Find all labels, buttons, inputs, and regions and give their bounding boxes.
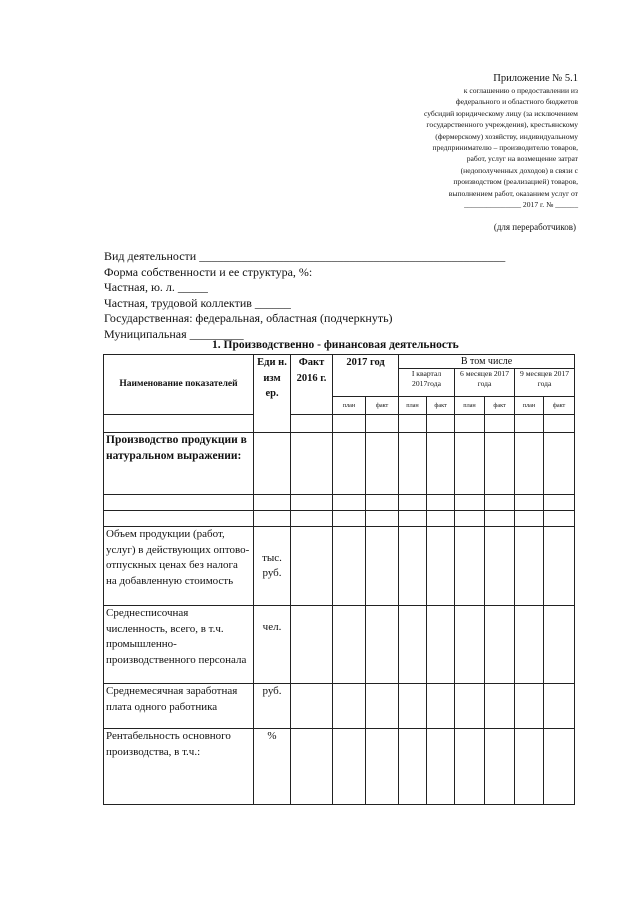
appendix-date-line: _______________ 2017 г. № ______	[464, 200, 578, 210]
value-cell[interactable]	[544, 527, 575, 606]
appendix-line: субсидий юридическому лицу (за исключением	[423, 108, 578, 118]
value-cell[interactable]	[399, 684, 427, 729]
row-name: Среднемесячная заработная плата одного работника	[104, 684, 254, 729]
value-cell[interactable]	[485, 527, 515, 606]
value-cell[interactable]	[291, 527, 333, 606]
value-cell[interactable]	[427, 495, 455, 511]
value-cell[interactable]	[291, 606, 333, 684]
value-cell[interactable]	[427, 606, 455, 684]
header-plan: план	[333, 397, 366, 415]
value-cell[interactable]	[399, 606, 427, 684]
row-name: Объем продукции (работ, услуг) в действующих оптово-отпускных ценах без налога на добавленную стоимость	[104, 527, 254, 606]
appendix-line: предпринимателю – производителю товаров,	[432, 143, 578, 153]
header-spacer	[455, 415, 485, 433]
table-row	[104, 527, 575, 606]
value-cell[interactable]	[366, 527, 399, 606]
table-row	[104, 433, 575, 495]
row-name: Среднесписочная численность, всего, в т.ч. промышленно-производственного персонала	[104, 606, 254, 684]
row-name	[104, 511, 254, 527]
header-spacer	[427, 415, 455, 433]
header-spacer	[485, 415, 515, 433]
value-cell[interactable]	[544, 433, 575, 495]
activity-field[interactable]: Вид деятельности ___________________________________________________	[104, 249, 506, 263]
value-cell[interactable]	[544, 511, 575, 527]
table-row	[104, 495, 575, 511]
value-cell[interactable]	[485, 511, 515, 527]
value-cell[interactable]	[366, 729, 399, 805]
header-including: В том числе	[399, 355, 575, 369]
row-name: Рентабельность основного производства, в т.ч.:	[104, 729, 254, 805]
municipal-field[interactable]: Муниципальная _________	[104, 326, 244, 341]
row-unit: %	[254, 729, 291, 805]
value-cell[interactable]	[544, 495, 575, 511]
appendix-line: работ, услуг на возмещение затрат	[466, 154, 578, 164]
value-cell[interactable]	[427, 433, 455, 495]
ownership-label: Форма собственности и ее структура, %:	[104, 264, 313, 279]
appendix-line: государственного учреждения), крестьянскому	[426, 120, 578, 130]
value-cell[interactable]	[455, 433, 485, 495]
appendix-block	[348, 72, 578, 210]
row-unit: руб.	[254, 684, 291, 729]
table-row	[104, 729, 575, 805]
header-fact: факт	[366, 397, 399, 415]
header-plan: план	[399, 397, 427, 415]
for-processors-note: (для переработчиков)	[493, 222, 576, 232]
header-year-2017: 2017 год	[333, 355, 399, 397]
state-field[interactable]: Государственная: федеральная, областная (подчеркнуть)	[104, 311, 393, 325]
header-spacer	[399, 415, 427, 433]
value-cell[interactable]	[291, 495, 333, 511]
value-cell[interactable]	[399, 495, 427, 511]
value-cell[interactable]	[366, 684, 399, 729]
header-fact-2016: Факт 2016 г.	[291, 355, 333, 415]
private-collective-field[interactable]: Частная, трудовой коллектив ______	[104, 295, 291, 310]
appendix-line: (фермерскому) хозяйству, индивидуальному	[435, 131, 578, 141]
row-unit: чел.	[254, 606, 291, 684]
header-plan: план	[455, 397, 485, 415]
header-9-months: 9 месяцев 2017 года	[515, 369, 575, 397]
value-cell[interactable]	[515, 511, 544, 527]
table-row	[104, 606, 575, 684]
value-cell[interactable]	[544, 684, 575, 729]
header-spacer	[544, 415, 575, 433]
value-cell[interactable]	[515, 433, 544, 495]
value-cell[interactable]	[291, 433, 333, 495]
value-cell[interactable]	[291, 729, 333, 805]
value-cell[interactable]	[366, 433, 399, 495]
header-spacer	[366, 415, 399, 433]
table-row	[104, 511, 575, 527]
value-cell[interactable]	[333, 527, 366, 606]
value-cell[interactable]	[455, 495, 485, 511]
section-title: 1. Производственно - финансовая деятельность	[212, 339, 459, 351]
value-cell[interactable]	[291, 684, 333, 729]
appendix-title: Приложение № 5.1	[493, 73, 578, 84]
header-spacer	[515, 415, 544, 433]
header-fact: факт	[544, 397, 575, 415]
production-financial-table	[103, 354, 575, 805]
value-cell[interactable]	[544, 606, 575, 684]
value-cell[interactable]	[485, 729, 515, 805]
appendix-line: к соглашению о предоставлении из	[463, 86, 578, 95]
header-fact: факт	[485, 397, 515, 415]
value-cell[interactable]	[455, 729, 485, 805]
header-spacer	[291, 415, 333, 433]
value-cell[interactable]	[399, 527, 427, 606]
value-cell[interactable]	[485, 684, 515, 729]
appendix-line: производством (реализацией) товаров,	[453, 177, 578, 187]
value-cell[interactable]	[427, 729, 455, 805]
value-cell[interactable]	[399, 511, 427, 527]
value-cell[interactable]	[366, 511, 399, 527]
appendix-line: федерального и областного бюджетов	[455, 97, 578, 107]
private-legal-field[interactable]: Частная, ю. л. _____	[104, 280, 208, 294]
header-unit: Еди н. изм ер.	[254, 355, 291, 433]
value-cell[interactable]	[485, 606, 515, 684]
value-cell[interactable]	[455, 511, 485, 527]
value-cell[interactable]	[485, 433, 515, 495]
header-q1: I квартал 2017года	[399, 369, 455, 397]
header-spacer	[104, 415, 254, 433]
value-cell[interactable]	[515, 527, 544, 606]
appendix-line: выполнением работ, оказанием услуг от	[448, 188, 578, 198]
table-row	[104, 684, 575, 729]
value-cell[interactable]	[427, 511, 455, 527]
value-cell[interactable]	[544, 729, 575, 805]
row-name	[104, 495, 254, 511]
value-cell[interactable]	[455, 684, 485, 729]
value-cell[interactable]	[515, 684, 544, 729]
header-6-months: 6 месяцев 2017 года	[455, 369, 515, 397]
row-unit	[254, 495, 291, 511]
row-name: Производство продукции в натуральном выражении:	[104, 433, 254, 495]
value-cell[interactable]	[366, 495, 399, 511]
value-cell[interactable]	[485, 495, 515, 511]
header-name: Наименование показателей	[104, 355, 254, 415]
row-unit: тыс. руб.	[254, 527, 291, 606]
value-cell[interactable]	[333, 684, 366, 729]
value-cell[interactable]	[333, 495, 366, 511]
value-cell[interactable]	[515, 495, 544, 511]
header-plan: план	[515, 397, 544, 415]
value-cell[interactable]	[455, 606, 485, 684]
value-cell[interactable]	[291, 511, 333, 527]
value-cell[interactable]	[333, 729, 366, 805]
value-cell[interactable]	[366, 606, 399, 684]
value-cell[interactable]	[515, 606, 544, 684]
value-cell[interactable]	[427, 527, 455, 606]
value-cell[interactable]	[333, 511, 366, 527]
form-fields	[104, 249, 505, 342]
value-cell[interactable]	[399, 433, 427, 495]
row-unit	[254, 511, 291, 527]
header-fact: факт	[427, 397, 455, 415]
appendix-line: (недополученных доходов) в связи с	[460, 165, 578, 175]
value-cell[interactable]	[399, 729, 427, 805]
header-spacer	[333, 415, 366, 433]
value-cell[interactable]	[427, 684, 455, 729]
value-cell[interactable]	[515, 729, 544, 805]
value-cell[interactable]	[455, 527, 485, 606]
value-cell[interactable]	[333, 606, 366, 684]
row-unit	[254, 433, 291, 495]
value-cell[interactable]	[333, 433, 366, 495]
